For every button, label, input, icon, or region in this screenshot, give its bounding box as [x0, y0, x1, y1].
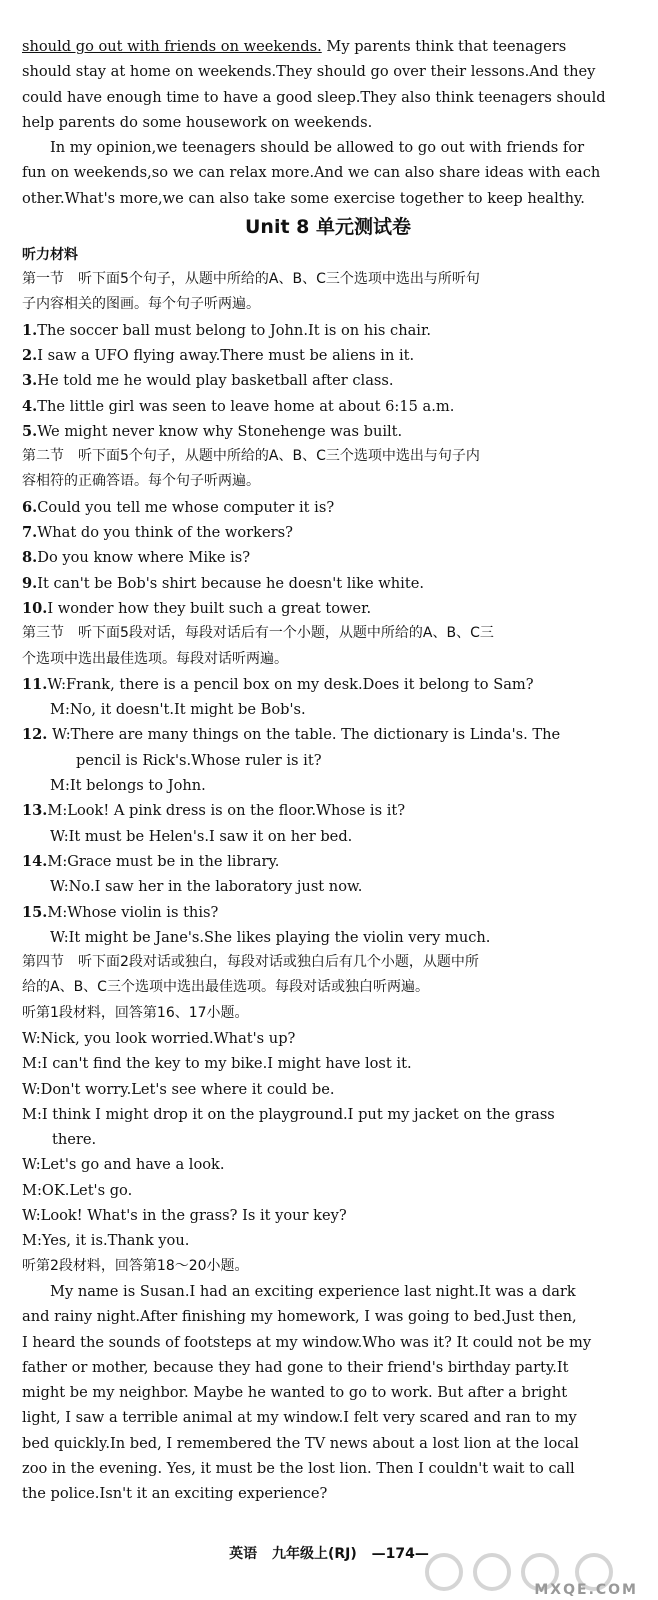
- opinion-line: other.What's more,we can also take some exercise together to keep healthy.: [22, 189, 585, 207]
- passage-line: light, I saw a terrible animal at my window.I felt very scared and ran to my: [22, 1409, 577, 1427]
- question-item: 4.The little girl was seen to leave home at about 6:15 a.m.: [22, 397, 455, 415]
- section1-header: 子内容相关的图画。每个句子听两遍。: [22, 296, 260, 313]
- dialogue-line: M:I think I might drop it on the playground.I put my jacket on the grass: [22, 1105, 555, 1123]
- dialogue-line: W:Don't worry.Let's see where it could be.: [22, 1080, 335, 1098]
- section3-header: 个选项中选出最佳选项。每段对话听两遍。: [22, 650, 288, 667]
- dialogue-item: 13.M:Look! A pink dress is on the floor.Whose is it?: [22, 802, 406, 820]
- dialogue-line: M:OK.Let's go.: [22, 1181, 133, 1199]
- dialogue-item: 14.M:Grace must be in the library.: [22, 852, 280, 870]
- dialogue-item: 11.W:Frank, there is a pencil box on my desk.Does it belong to Sam?: [22, 675, 534, 693]
- dialogue-line: M:Yes, it is.Thank you.: [22, 1232, 190, 1250]
- question-item: 3.He told me he would play basketball after class.: [22, 372, 394, 390]
- dialogue-line: there.: [52, 1131, 97, 1149]
- passage-line: My name is Susan.I had an exciting experience last night.It was a dark: [50, 1282, 576, 1300]
- section4-header: 给的A、B、C三个选项中选出最佳选项。每段对话或独白听两遍。: [22, 979, 429, 996]
- unit-title: Unit 8 单元测试卷: [245, 216, 411, 239]
- material1-label: 听第1段材料，回答第16、17小题。: [22, 1004, 249, 1021]
- dialogue-reply: W:No.I saw her in the laboratory just now.: [50, 878, 363, 896]
- question-item: 7.What do you think of the workers?: [22, 524, 293, 542]
- section2-header: 容相符的正确答语。每个句子听两遍。: [22, 473, 260, 490]
- dialogue-line: M:I can't find the key to my bike.I might have lost it.: [22, 1055, 412, 1073]
- section4-header: 第四节 听下面2段对话或独白，每段对话或独白后有几个小题，从题中所: [22, 954, 479, 971]
- dialogue-reply: W:It must be Helen's.I saw it on her bed.: [50, 827, 353, 845]
- footer-subject: 英语: [229, 1546, 258, 1562]
- question-item: 9.It can't be Bob's shirt because he doesn't like white.: [22, 574, 424, 592]
- intro-line: should stay at home on weekends.They should go over their lessons.And they: [22, 63, 596, 81]
- dialogue-item: 12. W:There are many things on the table. The dictionary is Linda's. The: [22, 726, 561, 744]
- dialogue-reply: M:It belongs to John.: [50, 777, 206, 795]
- dialogue-reply: W:It might be Jane's.She likes playing the violin very much.: [50, 928, 491, 946]
- dialogue-line: W:Nick, you look worried.What's up?: [22, 1029, 296, 1047]
- passage-line: the police.Isn't it an exciting experience?: [22, 1485, 328, 1503]
- question-item: 10.I wonder how they built such a great tower.: [22, 599, 372, 617]
- question-item: 2.I saw a UFO flying away.There must be aliens in it.: [22, 346, 415, 364]
- question-item: 6.Could you tell me whose computer it is?: [22, 498, 335, 516]
- passage-line: zoo in the evening. Yes, it must be the lost lion. Then I couldn't wait to call: [22, 1460, 575, 1478]
- passage-line: might be my neighbor. Maybe he wanted to go to work. But after a bright: [22, 1384, 568, 1402]
- opinion-line: fun on weekends,so we can relax more.And we can also share ideas with each: [22, 164, 601, 182]
- passage-line: father or mother, because they had gone to their friend's birthday party.It: [22, 1358, 569, 1376]
- dialogue-reply: M:No, it doesn't.It might be Bob's.: [50, 701, 306, 719]
- question-item: 8.Do you know where Mike is?: [22, 549, 251, 567]
- question-item: 1.The soccer ball must belong to John.It is on his chair.: [22, 321, 431, 339]
- section2-header: 第二节 听下面5个句子，从题中所给的A、B、C三个选项中选出与句子内: [22, 448, 480, 465]
- intro-line: could have enough time to have a good sleep.They also think teenagers should: [22, 88, 606, 106]
- section1-header: 第一节 听下面5个句子，从题中所给的A、B、C三个选项中选出与所听句: [22, 271, 480, 288]
- footer-page-number: —174—: [371, 1546, 429, 1562]
- section3-header: 第三节 听下面5段对话，每段对话后有一个小题，从题中所给的A、B、C三: [22, 625, 494, 642]
- dialogue-item: 15.M:Whose violin is this?: [22, 903, 219, 921]
- passage-line: I heard the sounds of footsteps at my window.Who was it? It could not be my: [22, 1333, 592, 1351]
- material2-label: 听第2段材料，回答第18～20小题。: [22, 1257, 249, 1274]
- watermark-text: MXQE.COM: [534, 1582, 638, 1598]
- dialogue-continuation: pencil is Rick's.Whose ruler is it?: [76, 751, 322, 769]
- passage-line: bed quickly.In bed, I remembered the TV news about a lost lion at the local: [22, 1434, 579, 1452]
- passage-line: and rainy night.After finishing my homework, I was going to bed.Just then,: [22, 1308, 577, 1326]
- question-item: 5.We might never know why Stonehenge was built.: [22, 422, 403, 440]
- listening-heading: 听力材料: [22, 247, 78, 264]
- dialogue-line: W:Let's go and have a look.: [22, 1156, 225, 1174]
- intro-line-1: should go out with friends on weekends. My parents think that teenagers: [22, 38, 567, 55]
- footer-grade: 九年级上(RJ): [271, 1546, 357, 1562]
- page-content: [22, 34, 634, 1507]
- dialogue-line: W:Look! What's in the grass? Is it your key?: [22, 1207, 347, 1225]
- opinion-line: In my opinion,we teenagers should be allowed to go out with friends for: [50, 139, 585, 157]
- underlined-phrase: should go out with friends on weekends.: [22, 38, 322, 55]
- intro-line: help parents do some housework on weekends.: [22, 113, 373, 131]
